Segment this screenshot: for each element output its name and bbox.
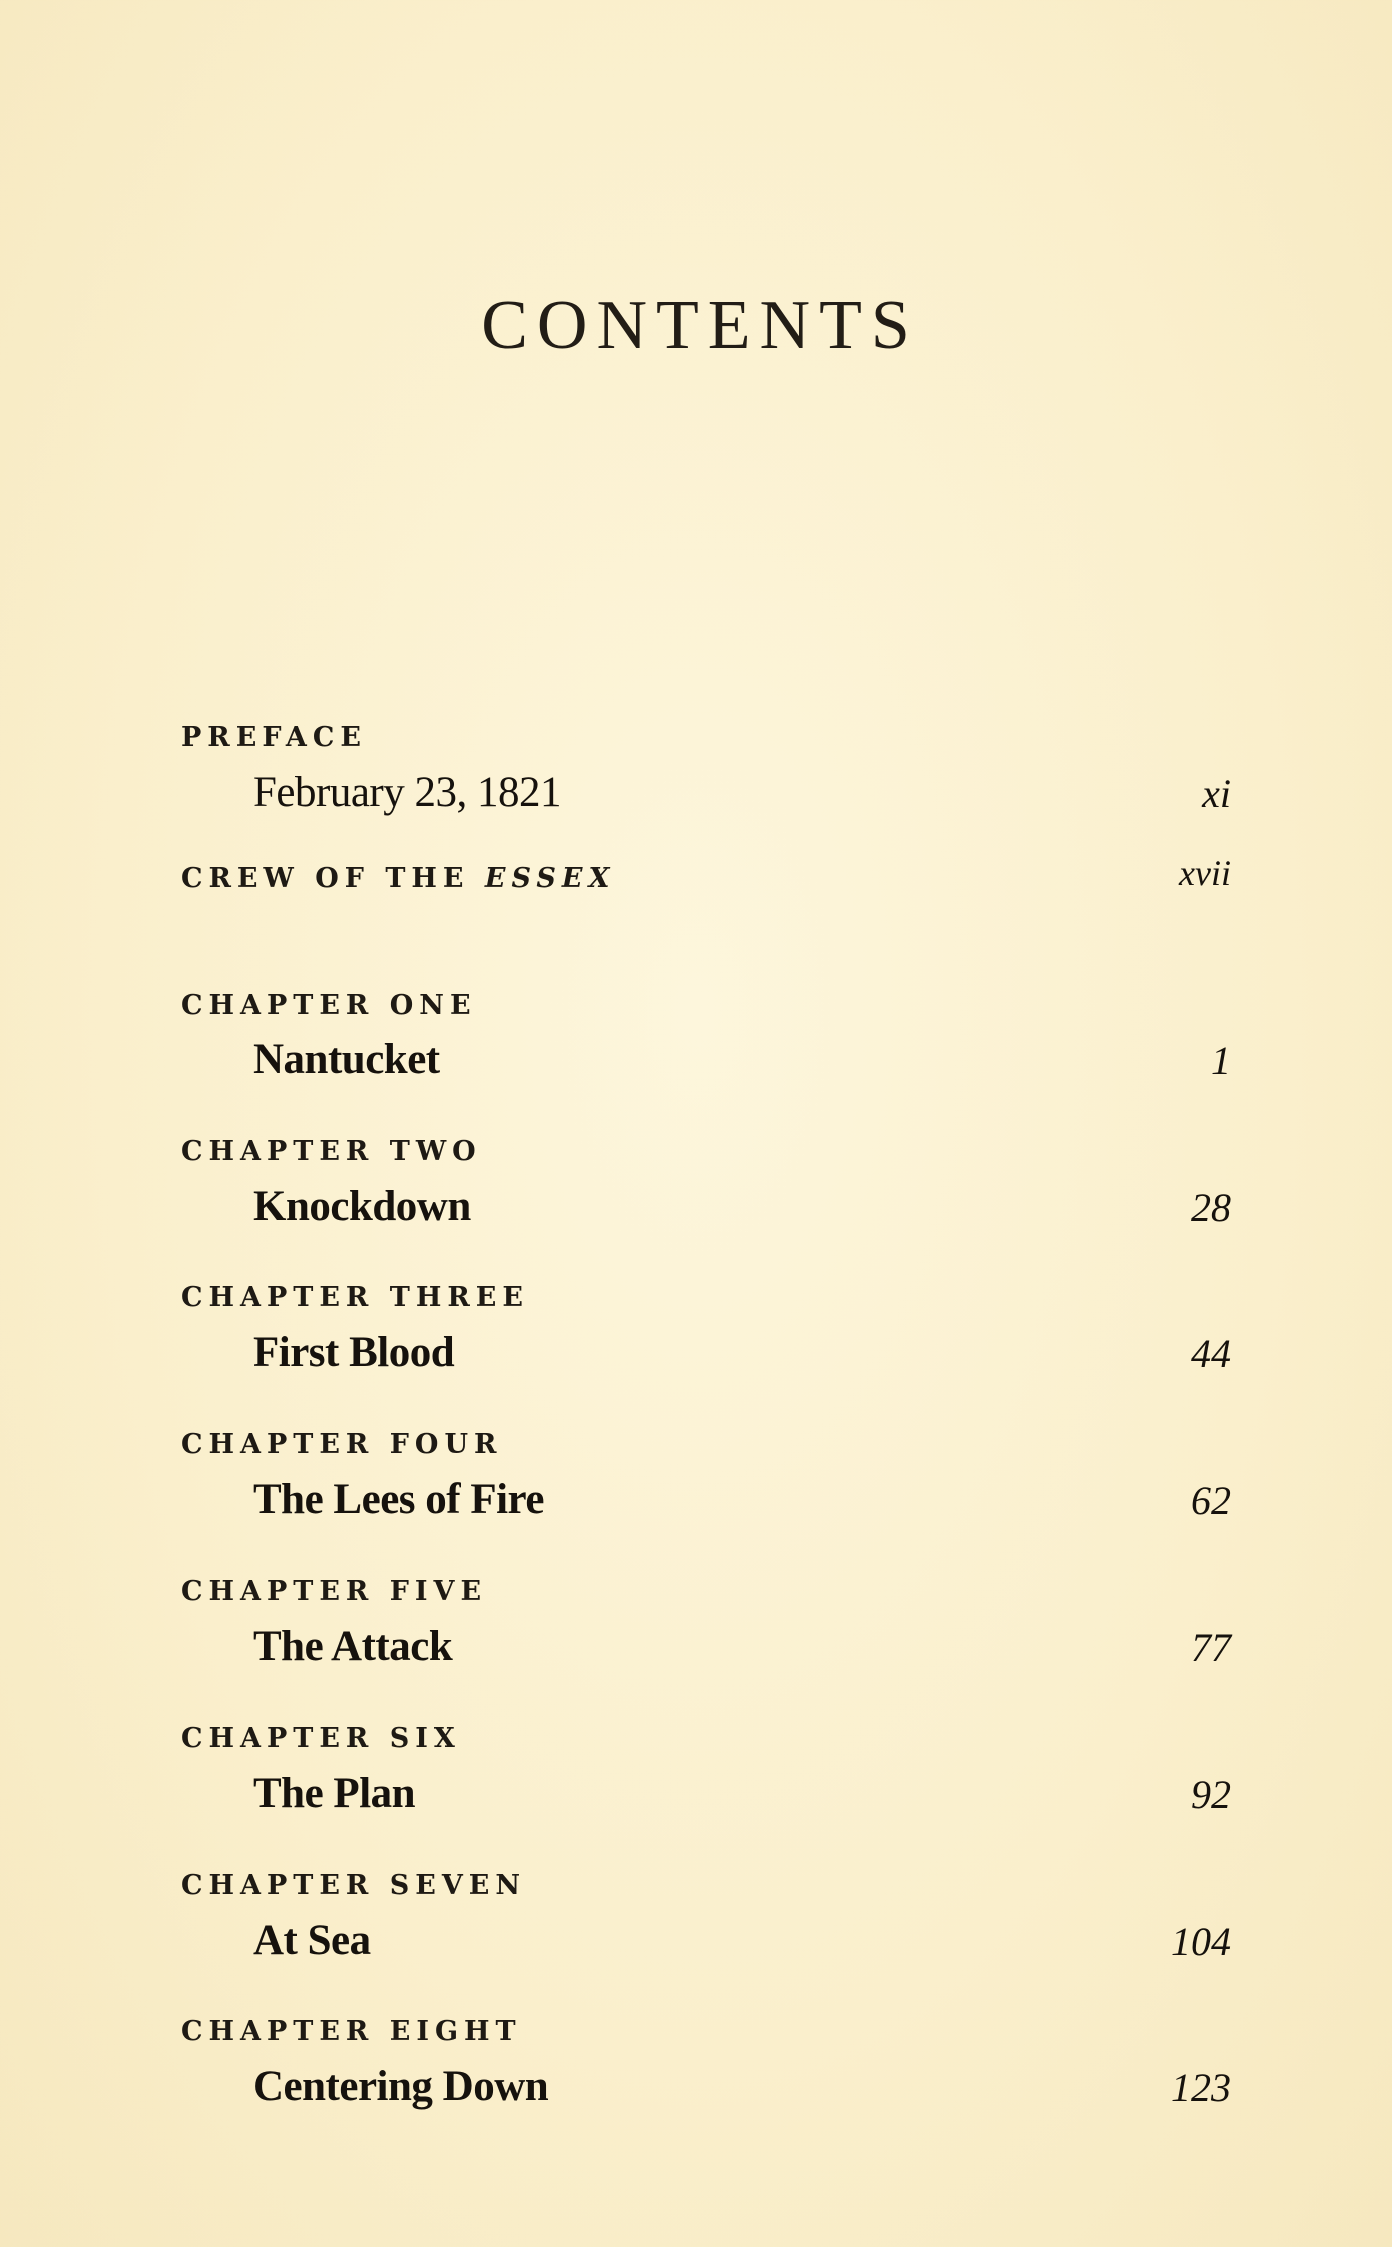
entry-title: February 23, 1821 bbox=[253, 769, 561, 816]
entry-page-number: 123 bbox=[1171, 2065, 1231, 2110]
entry-page-number: 77 bbox=[1191, 1625, 1231, 1670]
entry-label: CHAPTER EIGHT bbox=[181, 2016, 522, 2047]
entry-title: The Lees of Fire bbox=[253, 1476, 544, 1523]
entry-page-number: xvii bbox=[1179, 853, 1231, 893]
entry-page-number: 92 bbox=[1191, 1772, 1231, 1817]
entry-title: Centering Down bbox=[253, 2063, 549, 2110]
ship-name: ESSEX bbox=[484, 863, 616, 894]
entry-label: CHAPTER FIVE bbox=[181, 1576, 488, 1607]
entry-page-number: xi bbox=[1202, 771, 1231, 816]
entry-label: CHAPTER SIX bbox=[181, 1723, 461, 1754]
entry-title: The Plan bbox=[253, 1770, 416, 1817]
contents-heading: CONTENTS bbox=[481, 287, 919, 364]
entry-label: PREFACE bbox=[181, 722, 367, 753]
entry-page-number: 1 bbox=[1211, 1038, 1231, 1083]
entry-label: CHAPTER SEVEN bbox=[181, 1870, 527, 1901]
entry-label: CHAPTER TWO bbox=[181, 1136, 482, 1167]
entry-title: First Blood bbox=[253, 1329, 455, 1376]
entry-label bbox=[181, 863, 615, 894]
entry-page-number: 28 bbox=[1191, 1185, 1231, 1230]
entry-title: Knockdown bbox=[253, 1183, 471, 1230]
entry-title: Nantucket bbox=[253, 1036, 440, 1083]
entry-page-number: 62 bbox=[1191, 1478, 1231, 1523]
entry-title: The Attack bbox=[253, 1623, 453, 1670]
entry-title: At Sea bbox=[253, 1917, 371, 1964]
entry-label: CHAPTER FOUR bbox=[181, 1429, 503, 1460]
entry-page-number: 44 bbox=[1191, 1331, 1231, 1376]
entry-page-number: 104 bbox=[1171, 1919, 1231, 1964]
entry-label-text: CREW OF THE bbox=[181, 863, 470, 894]
entry-label: CHAPTER ONE bbox=[181, 990, 477, 1021]
entry-label: CHAPTER THREE bbox=[181, 1282, 529, 1313]
